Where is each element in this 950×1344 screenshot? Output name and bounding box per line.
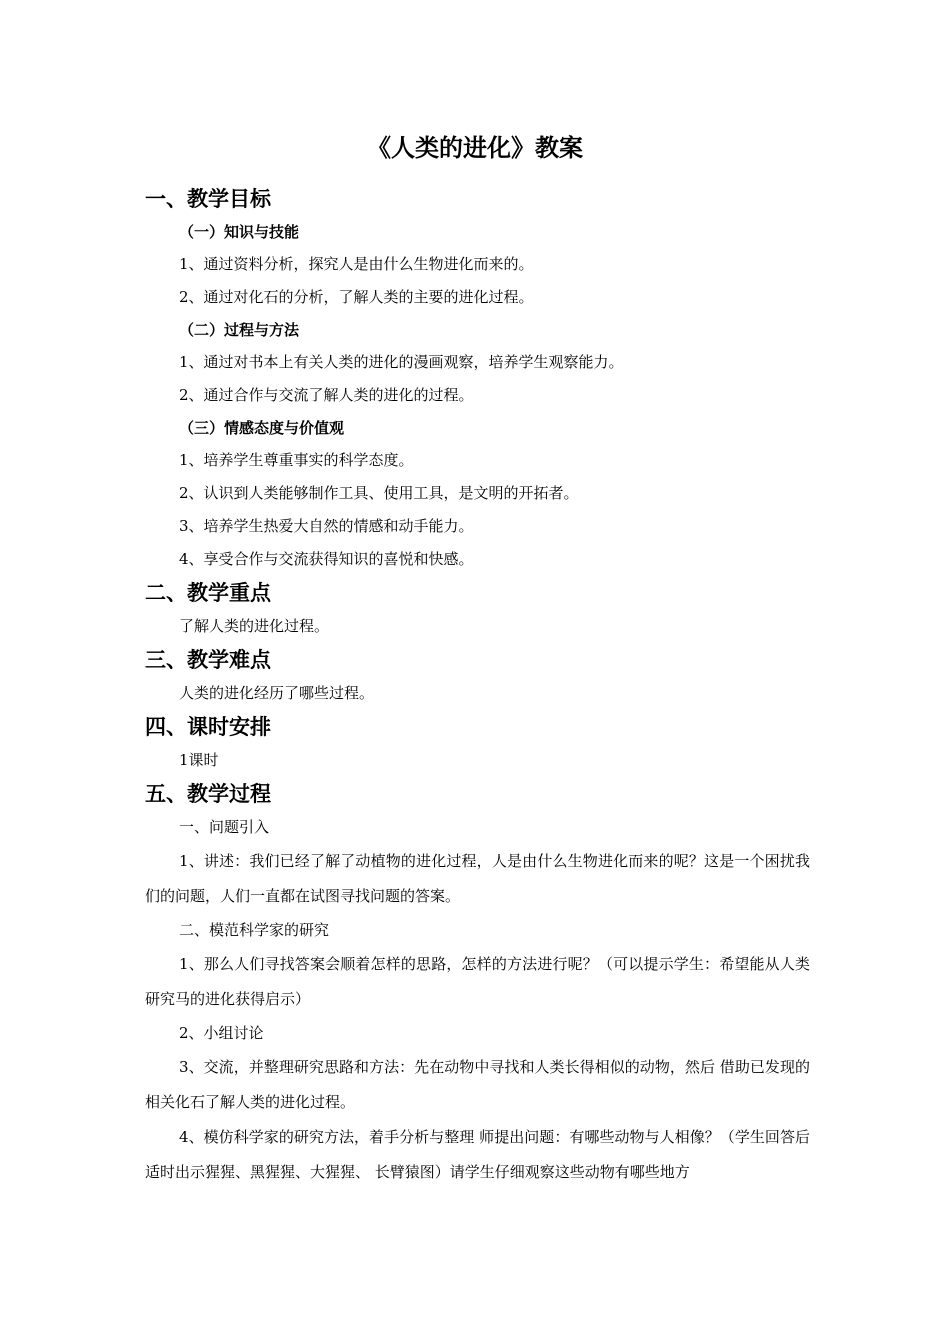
- objective-item: 2、通过合作与交流了解人类的进化的过程。: [179, 386, 474, 404]
- section-heading-difficulties: 三、教学难点: [145, 648, 271, 672]
- objective-item: 2、通过对化石的分析，了解人类的主要的进化过程。: [179, 288, 534, 306]
- objective-item: 1、培养学生尊重事实的科学态度。: [179, 451, 414, 469]
- document-body: [145, 182, 810, 1190]
- subsection-heading-knowledge: （一）知识与技能: [179, 223, 300, 241]
- section-heading-objectives: 一、教学目标: [145, 187, 271, 211]
- difficulties-text: 人类的进化经历了哪些过程。: [179, 684, 375, 702]
- document-title: 《人类的进化》教案: [367, 134, 583, 162]
- subsection-heading-attitude: （三）情感态度与价值观: [179, 419, 345, 437]
- process-paragraph: 2、小组讨论: [179, 1024, 264, 1042]
- schedule-text: 1课时: [179, 751, 219, 769]
- section-heading-key-points: 二、教学重点: [145, 581, 271, 605]
- section-heading-process: 五、教学过程: [145, 782, 271, 806]
- subsection-heading-process: （二）过程与方法: [179, 321, 300, 339]
- process-paragraph: 4、模仿科学家的研究方法，着手分析与整理 师提出问题：有哪些动物与人相像？（学生回答后适时出示猩猩、黑猩猩、大猩猩、 长臂猿图）请学生仔细观察这些动物有哪些地方: [145, 1128, 810, 1181]
- process-part-heading: 二、模范科学家的研究: [179, 921, 330, 939]
- objective-item: 3、培养学生热爱大自然的情感和动手能力。: [179, 517, 474, 535]
- process-paragraph: 1、讲述：我们已经了解了动植物的进化过程，人是由什么生物进化而来的呢？这是一个困扰我们的问题，人们一直都在试图寻找问题的答案。: [145, 852, 810, 905]
- objective-item: 1、通过对书本上有关人类的进化的漫画观察，培养学生观察能力。: [179, 353, 624, 371]
- section-heading-schedule: 四、课时安排: [145, 715, 271, 739]
- process-part-heading: 一、问题引入: [179, 818, 270, 836]
- objective-item: 2、认识到人类能够制作工具、使用工具，是文明的开拓者。: [179, 484, 579, 502]
- process-paragraph: 3、交流，并整理研究思路和方法：先在动物中寻找和人类长得相似的动物，然后 借助已发现的相关化石了解人类的进化过程。: [145, 1058, 810, 1111]
- objective-item: 1、通过资料分析，探究人是由什么生物进化而来的。: [179, 255, 534, 273]
- objective-item: 4、享受合作与交流获得知识的喜悦和快感。: [179, 550, 474, 568]
- key-points-text: 了解人类的进化过程。: [179, 617, 330, 635]
- process-paragraph: 1、那么人们寻找答案会顺着怎样的思路，怎样的方法进行呢？（可以提示学生：希望能从人类研究马的进化获得启示）: [145, 955, 810, 1008]
